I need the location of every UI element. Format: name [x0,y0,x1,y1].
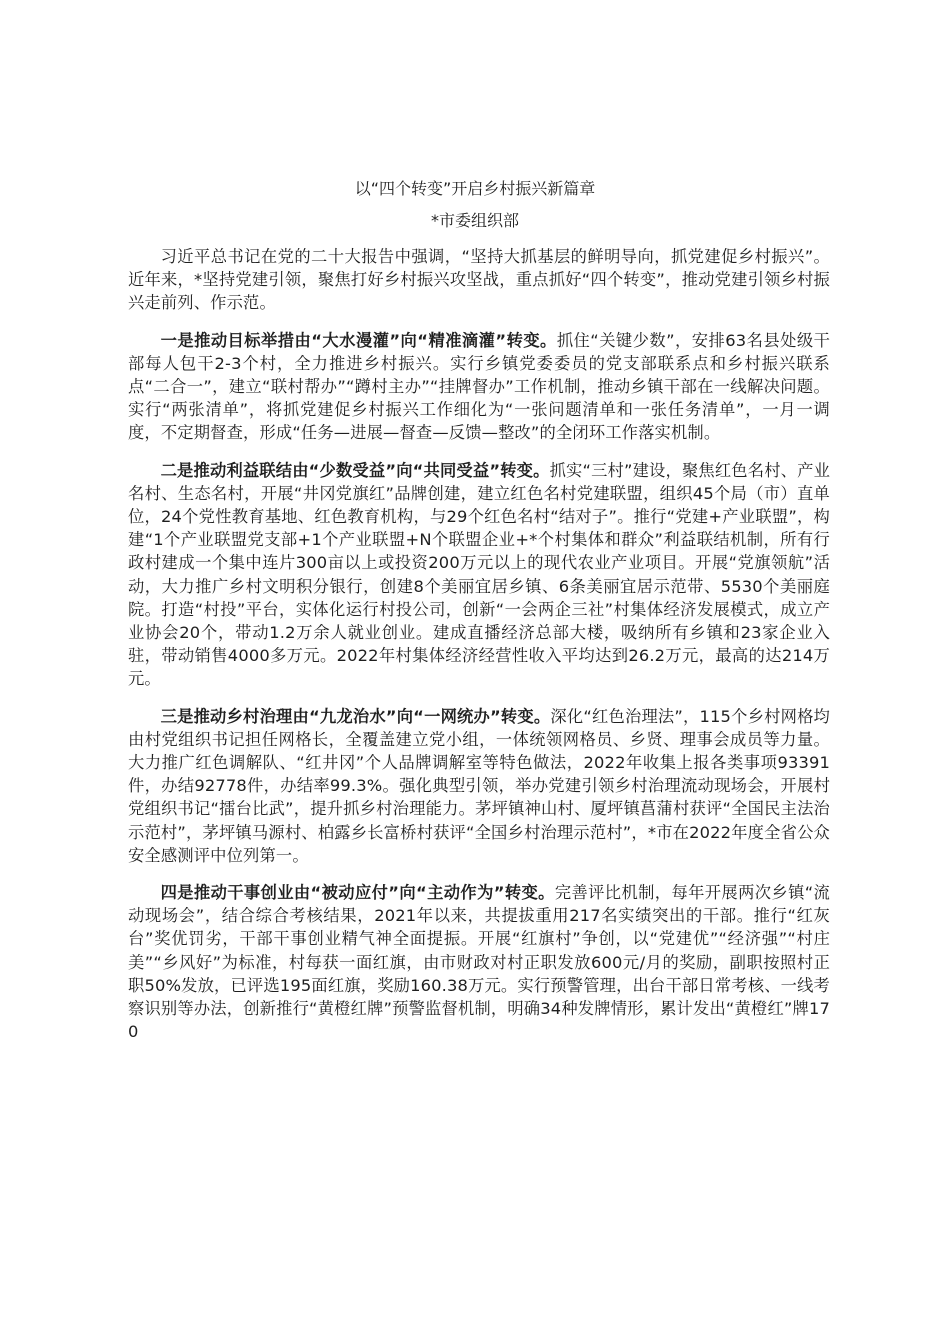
paragraph-point-1 [128,329,830,445]
paragraph-lead: 二是推动利益联结由“少数受益”向“共同受益”转变。 [160,460,550,480]
paragraph-lead: 三是推动乡村治理由“九龙治水”向“一网统办”转变。 [160,706,551,726]
document-author: *市委组织部 [430,211,519,230]
paragraph-point-3 [128,705,830,867]
paragraph-text: 深化“红色治理法”，115个乡村网格均由村党组织书记担任网格长，全覆盖建立党小组，一体统领网格员、乡贤、理事会成员等力量。大力推广红色调解队、“红井冈”个人品牌调解室等特色做法，2022年收集上报各类事项93391件，办结92778件，办结率99.3%。强化典型引领，举办党建引领乡村治理流动现场会，开展村党组织书记“擂台比武”，提升抓乡村治理能力。茅坪镇神山村、厦坪镇菖蒲村获评“全国民主法治示范村”，茅坪镇马源村、柏露乡长富桥村获评“全国乡村治理示范村”，*市在2022年度全省公众安全感测评中位列第一。 [128,706,830,865]
paragraph-text: 抓实“三村”建设，聚焦红色名村、产业名村、生态名村，开展“井冈党旗红”品牌创建，建立红色名村党建联盟，组织45个局（市）直单位，24个党性教育基地、红色教育机构，与29个红色名村“结对子”。推行“党建+产业联盟”，构建“1个产业联盟党支部+1个产业联盟+N个联盟企业+*个村集体和群众”利益联结机制，所有行政村建成一个集中连片300亩以上或投资200万元以上的现代农业产业项目。开展“党旗领航”活动，大力推广乡村文明积分银行，创建8个美丽宜居乡镇、6条美丽宜居示范带、5530个美丽庭院。打造“村投”平台，实体化运行村投公司，创新“一会两企三社”村集体经济发展模式，成立产业协会20个，带动1.2万余人就业创业。建成直播经济总部大楼，吸纳所有乡镇和23家企业入驻，带动销售4000多万元。2022年村集体经济经营性收入平均达到26.2万元，最高的达214万元。 [128,460,830,689]
document-title: 以“四个转变”开启乡村振兴新篇章 [354,179,596,198]
paragraph-text: 完善评比机制，每年开展两次乡镇“流动现场会”，结合综合考核结果，2021年以来，共提拔重用217名实绩突出的干部。推行“红灰台”奖优罚劣，干部干事创业精气神全面提振。开展“红旗村”争创，以“党建优”“经济强”“村庄美”“乡风好”为标准，村每获一面红旗，由市财政对村正职发放600元/月的奖励，副职按照村正职50%发放，已评选195面红旗，奖励160.38万元。实行预警管理，出台干部日常考核、一线考察识别等办法，创新推行“黄橙红牌”预警监督机制，明确34种发牌情形，累计发出“黄橙红”牌170 [128,883,830,1042]
paragraph-intro [128,245,830,315]
paragraph-point-4 [128,881,830,1043]
document-body [128,245,830,1058]
paragraph-text: 习近平总书记在党的二十大报告中强调，“坚持大抓基层的鲜明导向，抓党建促乡村振兴”。近年来，*坚持党建引领，聚焦打好乡村振兴攻坚战，重点抓好“四个转变”，推动党建引领乡村振兴走前列、作示范。 [128,247,830,313]
paragraph-point-2 [128,459,830,691]
paragraph-lead: 四是推动干事创业由“被动应付”向“主动作为”转变。 [160,883,555,903]
paragraph-text: 抓住“关键少数”，安排63名县处级干部每人包干2-3个村，全力推进乡村振兴。实行乡镇党委委员的党支部联系点和乡村振兴联系点“二合一”，建立“联村帮办”“蹲村主办”“挂牌督办”工作机制，推动乡镇干部在一线解决问题。实行“两张清单”，将抓党建促乡村振兴工作细化为“一张问题清单和一张任务清单”，一月一调度，不定期督查，形成“任务—进展—督查—反馈—整改”的全闭环工作落实机制。 [128,330,830,443]
paragraph-lead: 一是推动目标举措由“大水漫灌”向“精准滴灌”转变。 [160,330,557,350]
